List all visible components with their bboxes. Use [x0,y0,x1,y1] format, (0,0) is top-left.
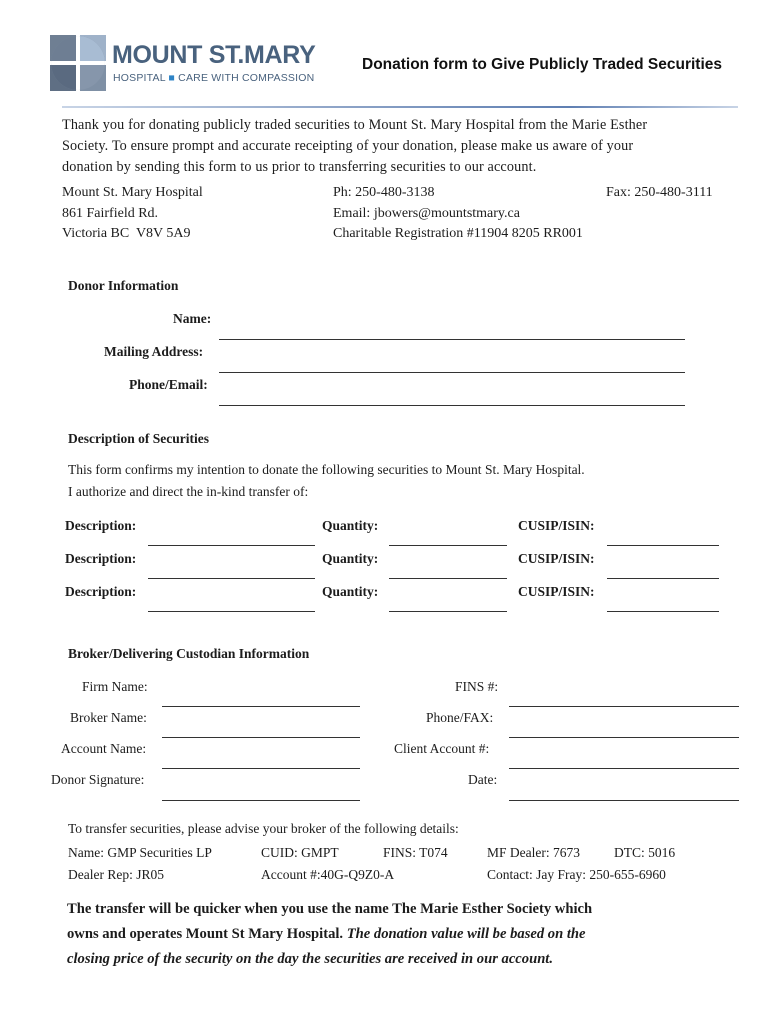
cusip-label: CUSIP/ISIN: [518,551,595,566]
intro-line-3: donation by sending this form to us prior to transferring securities to our account. [62,159,537,175]
description-field[interactable] [148,545,315,546]
header-divider [62,106,738,108]
transfer-name: Name: GMP Securities LP [68,845,212,860]
street-address: 861 Fairfield Rd. [62,205,159,221]
fins-field[interactable] [509,706,739,707]
transfer-contact: Contact: Jay Fray: 250-655-6960 [487,867,666,882]
logo-tagline-right: CARE WITH COMPASSION [178,72,315,84]
name-field[interactable] [219,339,685,340]
org-name: Mount St. Mary Hospital [62,185,203,200]
contact-block [333,183,583,245]
logo-tagline-left: HOSPITAL [113,72,166,84]
date-field[interactable] [509,800,739,801]
city-address: Victoria BC V8V 5A9 [62,226,191,241]
client-account-field[interactable] [509,768,739,769]
phone-fax-label: Phone/FAX: [426,710,494,725]
intro-line-1: Thank you for donating publicly traded securities to Mount St. Mary Hospital from the Marie Esther [62,117,648,133]
transfer-intro: To transfer securities, please advise your broker of the following details: [68,821,459,836]
hospital-logo [50,35,350,95]
name-label: Name: [173,311,212,326]
bullet-icon: ■ [168,72,176,84]
cusip-label: CUSIP/ISIN: [518,518,595,533]
footer-note [67,897,592,972]
footer-bold-text: owns and operates Mount St Mary Hospital. [67,926,344,942]
firm-name-label: Firm Name: [82,679,148,694]
logo-wordmark: MOUNT ST.MARY [112,41,316,69]
footer-line-3: closing price of the security on the day the securities are received in our account. [67,951,554,967]
footer-italic-text: The donation value will be based on the [346,926,586,942]
fax-number: Fax: 250-480-3111 [606,185,713,200]
transfer-account: Account #:40G-Q9Z0-A [261,867,395,882]
donor-info-heading: Donor Information [68,278,179,293]
cusip-label: CUSIP/ISIN: [518,584,595,599]
quantity-label: Quantity: [322,584,379,599]
description-label: Description: [65,584,137,599]
cusip-field[interactable] [607,545,719,546]
securities-authorize-line: I authorize and direct the in-kind transfer of: [68,484,309,499]
quantity-label: Quantity: [322,551,379,566]
quantity-field[interactable] [389,611,507,612]
description-label: Description: [65,551,137,566]
donor-signature-label: Donor Signature: [51,772,145,787]
phone-email-field[interactable] [219,405,685,406]
logo-tagline [113,72,314,84]
phone-number: Ph: 250-480-3138 [333,185,435,200]
cusip-field[interactable] [607,578,719,579]
account-name-label: Account Name: [61,741,147,756]
securities-heading: Description of Securities [68,431,209,446]
quantity-label: Quantity: [322,518,379,533]
date-label: Date: [468,772,498,787]
intro-line-2: Society. To ensure prompt and accurate receipting of your donation, please make us aware of your [62,138,634,154]
firm-name-field[interactable] [162,706,360,707]
description-field[interactable] [148,578,315,579]
broker-heading: Broker/Delivering Custodian Information [68,646,310,661]
transfer-mf-dealer: MF Dealer: 7673 [487,845,580,860]
transfer-fins: FINS: T074 [383,845,448,860]
quantity-field[interactable] [389,578,507,579]
broker-name-field[interactable] [162,737,360,738]
footer-line-2 [67,922,592,947]
phone-fax-field[interactable] [509,737,739,738]
email-address[interactable]: Email: jbowers@mountstmary.ca [333,205,520,221]
cusip-field[interactable] [607,611,719,612]
fins-label: FINS #: [455,679,499,694]
charity-registration: Charitable Registration #11904 8205 RR001 [333,226,583,241]
intro-paragraph [62,115,722,178]
phone-email-label: Phone/Email: [129,377,208,392]
securities-intent-line: This form confirms my intention to donate the following securities to Mount St. Mary Hospital. [68,462,585,477]
quantity-field[interactable] [389,545,507,546]
form-title: Donation form to Give Publicly Traded Securities [362,56,723,73]
client-account-label: Client Account #: [394,741,490,756]
address-block [62,183,203,245]
account-name-field[interactable] [162,768,360,769]
footer-line-1: The transfer will be quicker when you use the name The Marie Esther Society which [67,901,593,917]
transfer-cuid: CUID: GMPT [261,845,339,860]
transfer-dealer-rep: Dealer Rep: JR05 [68,867,164,882]
broker-name-label: Broker Name: [70,710,147,725]
description-field[interactable] [148,611,315,612]
transfer-dtc: DTC: 5016 [614,845,676,860]
description-label: Description: [65,518,137,533]
donor-signature-field[interactable] [162,800,360,801]
mailing-address-field[interactable] [219,372,685,373]
mailing-address-label: Mailing Address: [104,344,204,359]
